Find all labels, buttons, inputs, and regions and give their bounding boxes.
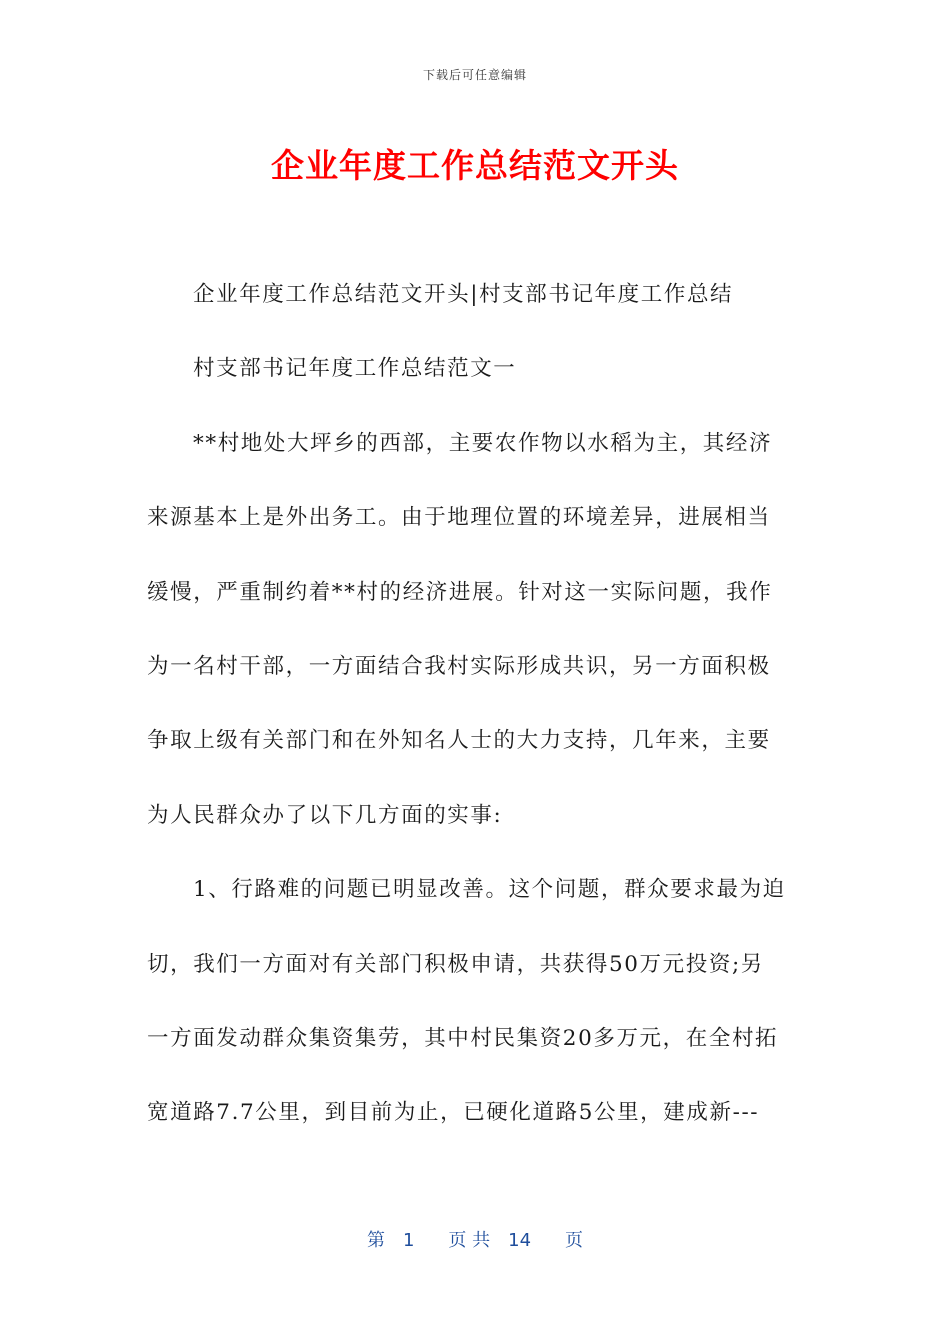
paragraph-line: 1、行路难的问题已明显改善。这个问题，群众要求最为迫 <box>193 877 786 903</box>
paragraph-line: 一方面发动群众集资集劳，其中村民集资20多万元，在全村拓 <box>147 1025 779 1051</box>
page-footer <box>0 1226 950 1252</box>
paragraph-line: 缓慢，严重制约着**村的经济进展。针对这一实际问题，我作 <box>147 579 773 605</box>
paragraph-line: **村地处大坪乡的西部，主要农作物以水稻为主，其经济 <box>193 430 773 456</box>
document-title: 企业年度工作总结范文开头 <box>271 146 679 185</box>
paragraph-line: 为一名村干部，一方面结合我村实际形成共识，另一方面积极 <box>147 653 771 679</box>
header-note: 下载后可任意编辑 <box>422 68 527 82</box>
paragraph-line: 村支部书记年度工作总结范文一 <box>193 356 517 382</box>
footer-total-pages: 14 <box>508 1230 532 1251</box>
footer-prefix: 第 <box>366 1230 385 1251</box>
paragraph-line: 宽道路7.7公里，到目前为止，已硬化道路5公里，建成新--- <box>147 1100 760 1126</box>
paragraph-line: 来源基本上是外出务工。由于地理位置的环境差异，进展相当 <box>147 505 771 531</box>
footer-suffix: 页 <box>565 1230 584 1251</box>
footer-current-page: 1 <box>402 1230 415 1251</box>
paragraph-line: 切，我们一方面对有关部门积极申请，共获得50万元投资;另 <box>147 951 764 977</box>
paragraph-line: 为人民群众办了以下几方面的实事: <box>147 802 503 828</box>
document-body <box>147 272 803 1165</box>
footer-middle: 页 共 <box>448 1230 491 1251</box>
paragraph-line: 争取上级有关部门和在外知名人士的大力支持，几年来，主要 <box>147 728 771 754</box>
paragraph-line: 企业年度工作总结范文开头|村支部书记年度工作总结 <box>193 282 734 307</box>
